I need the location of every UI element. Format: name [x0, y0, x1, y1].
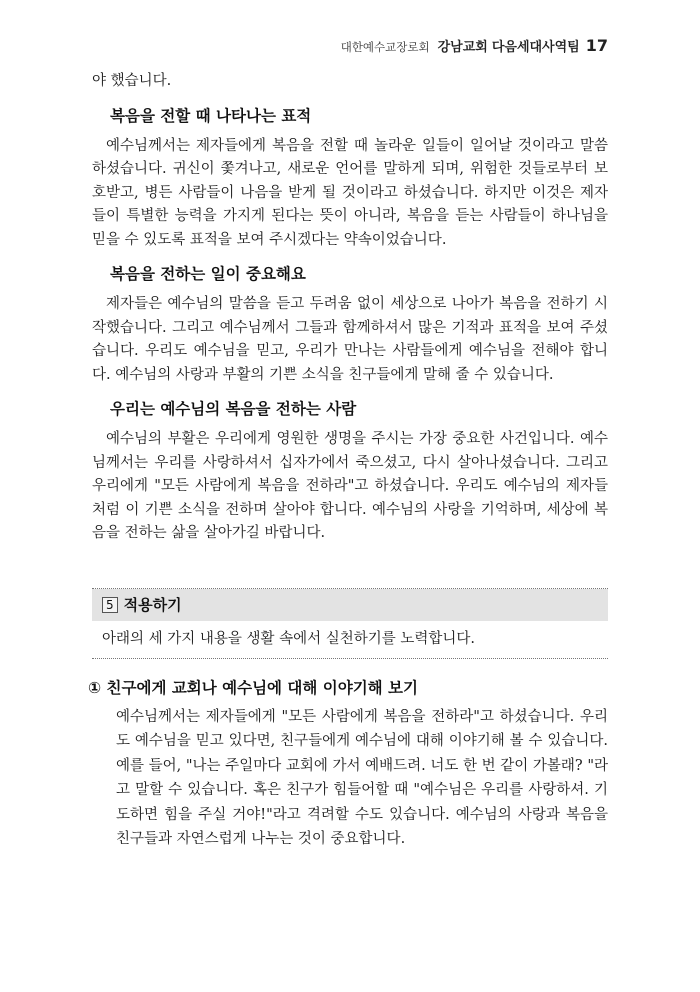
page-number: 17	[585, 36, 608, 55]
apply-title: 적용하기	[123, 595, 182, 614]
section-heading-messengers: 우리는 예수님의 복음을 전하는 사람	[110, 400, 357, 418]
apply-number-badge: 5	[102, 597, 118, 613]
section-text-importance: 제자들은 예수님의 말씀을 듣고 두려움 없이 세상으로 나아가 복음을 전하기 시작했습니다. 그리고 예수님께서 그들과 함께하셔서 많은 기적과 표적을 보여 주셨습니다. 우리도 예수님을 믿고, 우리가 만나는 사람들에게 예수님을 전해야 합니다. 예수님의 사랑과 부활의 기쁜 소식을 친구들에게 말해 줄 수 있습니다.	[92, 296, 608, 383]
section-heading-signs: 복음을 전할 때 나타나는 표적	[110, 106, 312, 125]
item-text: 예수님께서는 제자들에게 "모든 사람에게 복음을 전하라"고 하셨습니다. 우리도 예수님을 믿고 있다면, 친구들에게 예수님에 대해 이야기해 볼 수 있습니다. 예를 들어, "나는 주일마다 교회에 가서 예배드려. 너도 한 번 같이 가볼래? "라고 말할 수 있습니다. 혹은 친구가 힘들어할 때 "예수님은 우리를 사랑하셔. 기도하면 힘을 주실 거야!"라고 격려할 수도 있습니다. 예수님의 사랑과 복음을 친구들과 자연스럽게 나누는 것이 중요합니다.	[116, 708, 608, 847]
header-church: 강남교회	[437, 40, 488, 55]
section-text-signs: 예수님께서는 제자들에게 복음을 전할 때 놀라운 일들이 일어날 것이라고 말씀하셨습니다. 귀신이 쫓겨나고, 새로운 언어를 말하게 되며, 위험한 것들로부터 보호받고, 병든 사람들이 나음을 받게 될 것이라고 하셨습니다. 하지만 이것은 제자들이 특별한 능력을 가지게 된다는 뜻이 아니라, 복음을 듣는 사람들이 하나님을 믿을 수 있도록 표적을 보여 주시겠다는 약속이었습니다.	[92, 137, 608, 248]
item-title: 친구에게 교회나 예수님에 대해 이야기해 보기	[106, 678, 419, 697]
apply-title-bar	[92, 589, 608, 621]
page-header	[341, 36, 608, 55]
apply-box	[92, 588, 608, 659]
item-body	[116, 705, 608, 852]
header-org: 대한예수교장로회	[340, 40, 430, 54]
section-text-messengers: 예수님의 부활은 우리에게 영원한 생명을 주시는 가장 중요한 사건입니다. 예수님께서는 우리를 사랑하셔서 십자가에서 죽으셨고, 다시 살아나셨습니다. 그리고 우리에게 "모든 사람에게 복음을 전하라"고 하셨습니다. 우리도 예수님의 제자들처럼 이 기쁜 소식을 전하며 살아야 합니다. 예수님의 사랑을 기억하며, 세상에 복음을 전하는 삶을 살아가길 바랍니다.	[92, 431, 608, 541]
page-content	[88, 70, 608, 852]
header-dept: 다음세대사역팀	[491, 40, 580, 55]
apply-description: 아래의 세 가지 내용을 생활 속에서 실천하기를 노력합니다.	[92, 621, 608, 659]
section-heading-importance: 복음을 전하는 일이 중요해요	[110, 265, 306, 283]
item-marker: ①	[88, 678, 102, 697]
item-heading	[88, 677, 608, 699]
intro-fragment: 야 했습니다.	[92, 73, 172, 89]
